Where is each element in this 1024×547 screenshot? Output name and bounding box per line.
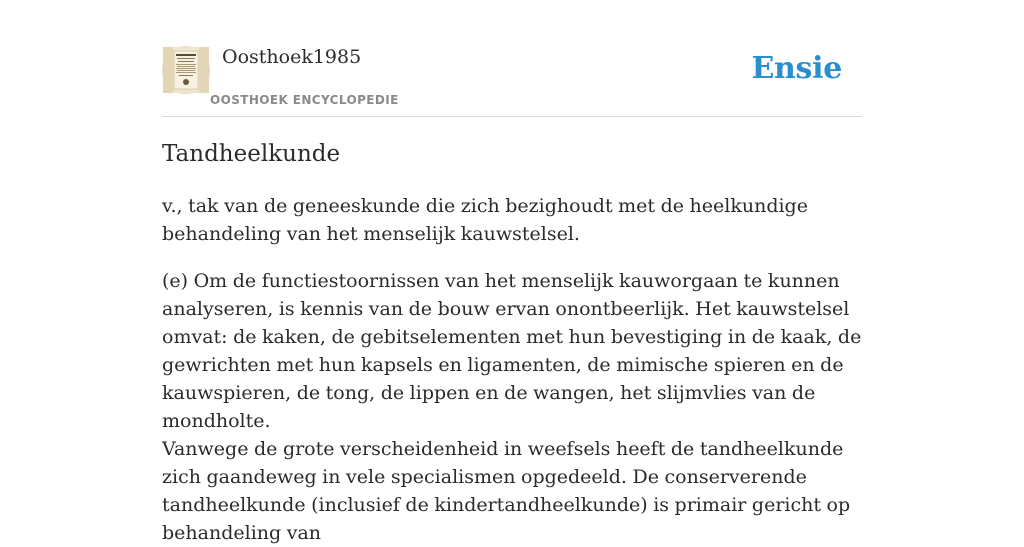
collection-name[interactable]: OOSTHOEK ENCYCLOPEDIE bbox=[210, 93, 399, 107]
page bbox=[162, 0, 862, 544]
article-paragraph: Vanwege de grote verscheidenheid in weefsels heeft de tandheelkunde zich gaandeweg in vele specialismen opgedeeld. De conserverende tandheelkunde (inclusief de kindertandheelkunde) is primair gericht op behandeling van bbox=[162, 438, 851, 544]
username[interactable]: Oosthoek1985 bbox=[222, 46, 362, 68]
brand-logo[interactable]: Ensie bbox=[751, 51, 842, 86]
header bbox=[162, 0, 862, 117]
book-page-icon bbox=[163, 47, 209, 93]
definition-text: v., tak van de geneeskunde die zich bezighoudt met de heelkundige behandeling van het menselijk kauwstelsel. bbox=[162, 195, 808, 245]
page-title: Tandheelkunde bbox=[162, 141, 341, 167]
avatar[interactable] bbox=[162, 46, 210, 94]
article-paragraph: (e) Om de functiestoornissen van het menselijk kauworgaan te kunnen analyseren, is kennis van de bouw ervan onontbeerlijk. Het kauwstelsel omvat: de kaken, de gebitselementen met hun bevestiging in de kaak, de gewrichten met hun kapsels en ligamenten, de mimische spieren en de kauwspieren, de tong, de lippen en de wangen, het slijmvlies van de mondholte. bbox=[162, 270, 862, 432]
